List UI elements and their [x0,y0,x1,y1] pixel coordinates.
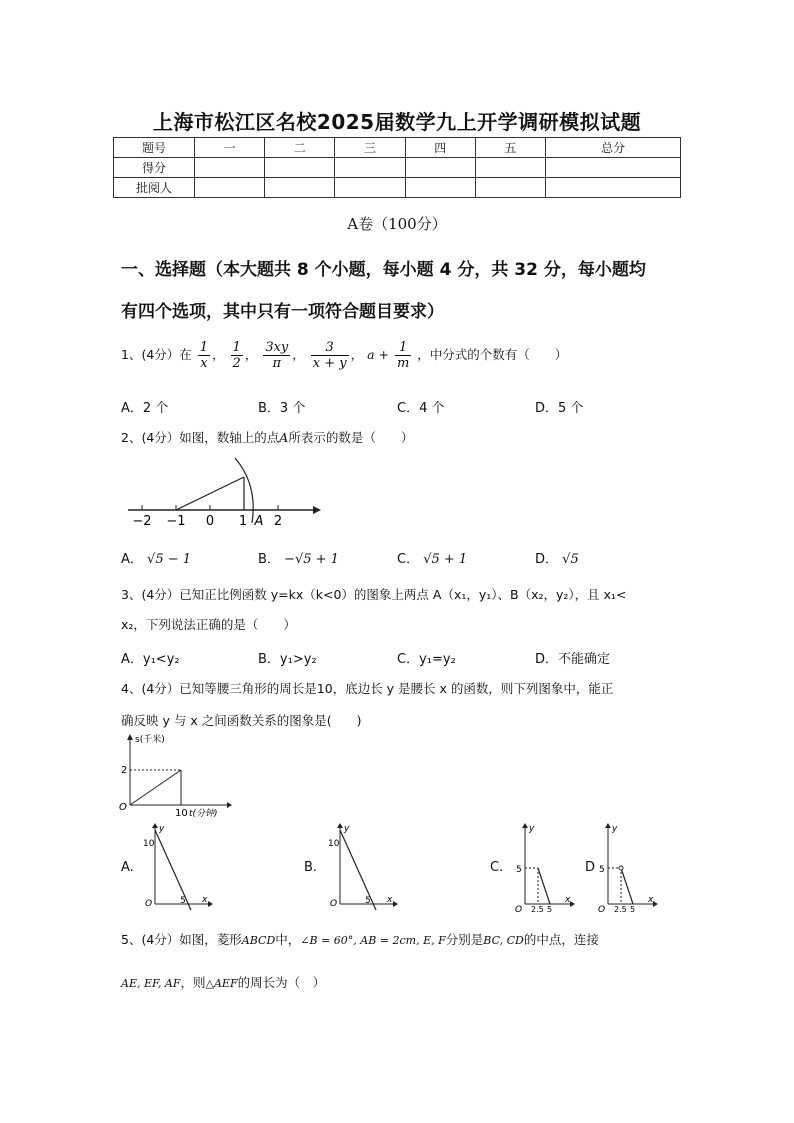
q2-text: 2、(4分）如图，数轴上的点 [121,430,280,445]
tick-label: 2 [273,514,283,529]
table-cell: 三 [335,138,405,158]
section-a-heading: A卷（100分） [347,215,447,233]
table-cell[interactable] [546,158,681,178]
question-4-line2: 确反映 y 与 x 之间函数关系的图象是( ) [121,713,362,728]
axis-label: x [648,895,654,905]
axis-label: x [387,895,393,905]
fraction-den: x + y [312,356,347,371]
q4-option-b[interactable]: B. [304,860,318,875]
question-2 [121,428,413,446]
q5-text: 中， [275,932,301,947]
table-cell[interactable] [405,158,475,178]
math-expr: AE, EF, AF [121,977,181,990]
math-expr: BC, CD [483,934,524,947]
tick-label: −2 [132,514,152,529]
tick-label: 5 [180,896,186,906]
graph-option-d [593,822,663,912]
table-cell[interactable] [195,178,265,198]
question-5-line1 [121,930,599,948]
table-cell[interactable] [335,158,405,178]
option-letter: A． [121,552,143,567]
axis-label: y [529,824,535,834]
q4-option-a[interactable]: A. [121,860,134,875]
table-cell[interactable] [265,158,335,178]
table-cell: 题号 [114,138,195,158]
math-expr: ∠B = 60°, AB = 2cm, E, F [300,934,446,947]
fraction-den: m [396,356,410,371]
fraction-num: 3xy [265,340,289,355]
fraction [311,340,349,371]
math-expr: a + [367,347,389,362]
tick-label: 5 [547,905,553,912]
table-cell[interactable] [405,178,475,198]
table-cell: 二 [265,138,335,158]
q3-option-c[interactable]: C．y₁=y₂ [397,652,456,667]
q2-option-d[interactable] [535,548,579,567]
table-cell[interactable] [265,178,335,198]
math-expr: ABCD [241,934,276,947]
distance-time-graph [115,730,235,820]
graph-option-a [140,822,215,912]
table-row [114,158,681,178]
part1-heading-line1: 一、选择题（本大题共 8 个小题，每小题 4 分，共 32 分，每小题均 [121,260,646,280]
option-letter: D． [535,552,559,567]
q5-text: ，则 [180,975,206,990]
tick-label: 5 [365,896,371,906]
q5-text: 的中点，连接 [523,932,599,947]
axis-label: y [612,824,618,834]
option-letter: C． [397,552,420,567]
tick-label: 2.5 [531,905,544,912]
table-cell: 一 [195,138,265,158]
q5-text: 分别是 [445,932,484,947]
question-1: 1、(4分）在 $\frac{1}{x}$ ， $\frac{1}{2}$ ， $\frac{3xy}{\pi}$ ， $\frac{3}{x + y}$ ， a + $\frac{1}{m}$ ，中分式的个数有（ ） [121,340,568,371]
tick-label: 10 [143,839,155,849]
tick-label: 10 [328,839,340,849]
table-cell: 五 [475,138,545,158]
tick-label: 5 [630,905,636,912]
fraction [395,340,411,371]
q3-option-a[interactable]: A．y₁<y₂ [121,652,180,667]
graph-option-c [510,822,580,912]
graph-option-b [325,822,400,912]
tick-label: 2.5 [614,905,627,912]
tick-label: −1 [166,514,186,529]
fraction-num: 3 [311,340,349,356]
axis-label: y [344,824,350,834]
q1-prefix: 1、(4分）在 [121,347,192,362]
question-3-line1: 3、(4分）已知正比例函数 y=kx（k<0）的图象上两点 A（x₁，y₁）、B（x₂，y₂），且 x₁< [121,587,627,602]
axis-label: y [159,824,165,834]
tick-label: 2 [121,765,128,776]
q2-text2: 所表示的数是（ ） [288,430,414,445]
tick-label: 0 [205,514,215,529]
table-cell: 四 [405,138,475,158]
fraction [198,340,210,371]
math-expr: △AEF [205,977,238,990]
q3-option-d[interactable]: D．不能确定 [535,652,611,667]
origin-label: O [145,899,153,909]
q2-option-c[interactable] [397,548,467,567]
q4-option-c[interactable]: C. [490,860,504,875]
axis-label: t(分钟) [189,809,218,819]
fraction [263,340,290,371]
q5-text: 5、(4分）如图，菱形 [121,932,242,947]
fraction-den: π [272,356,282,371]
fraction-den: x [200,356,208,371]
origin-label: O [330,899,338,909]
q1-suffix: ，中分式的个数有（ ） [417,347,568,362]
q3-option-b[interactable]: B．y₁>y₂ [258,652,317,667]
point-label: A [279,430,289,445]
origin-label: O [119,802,127,813]
math-expr: −√5 + 1 [284,552,339,567]
q2-option-b[interactable] [258,548,339,567]
q1-option-b[interactable]: B．3 个 [258,401,306,416]
question-3-line2: x₂，下列说法正确的是（ ） [121,617,296,632]
tick-label: 5 [599,865,605,875]
table-cell[interactable] [475,178,545,198]
axis-label: s(千米) [135,735,165,745]
point-label: A [254,514,264,529]
option-letter: B． [258,552,280,567]
axis-label: x [565,895,571,905]
origin-label: O [515,905,523,912]
table-cell[interactable] [335,178,405,198]
math-expr: √5 − 1 [147,552,192,567]
axis-label: x [202,895,208,905]
score-table [113,137,681,198]
table-row [114,178,681,198]
table-cell[interactable] [195,158,265,178]
table-row [114,138,681,158]
tick-label: 10 [175,808,188,819]
q1-option-c[interactable]: C．4 个 [397,401,445,416]
part1-heading-line2: 有四个选项，其中只有一项符合题目要求） [121,302,444,322]
math-expr: √5 + 1 [423,552,468,567]
fraction-den: 2 [232,356,241,371]
fraction [231,340,243,371]
table-cell[interactable] [475,158,545,178]
fraction-num: 1 [232,340,241,355]
q1-option-d[interactable]: D．5 个 [535,401,584,416]
q1-option-a[interactable]: A．2 个 [121,401,169,416]
number-line-figure [118,455,328,535]
fraction-num: 1 [395,340,411,356]
question-4-line1: 4、(4分）已知等腰三角形的周长是10，底边长 y 是腰长 x 的函数，则下列图象中，能正 [121,681,614,696]
origin-label: O [598,905,606,912]
page-title: 上海市松江区名校2025届数学九上开学调研模拟试题 [152,110,642,134]
tick-label: 5 [516,865,522,875]
q5-text: 的周长为（ ） [237,975,326,990]
table-cell: 得分 [114,158,195,178]
table-cell: 总分 [546,138,681,158]
table-cell[interactable] [546,178,681,198]
q4-option-d[interactable]: D [585,860,596,875]
question-5-line2 [121,973,325,991]
fraction-num: 1 [199,340,209,355]
table-cell: 批阅人 [114,178,195,198]
tick-label: 1 [238,514,248,529]
math-expr: √5 [562,552,579,567]
q2-option-a[interactable] [121,548,191,567]
